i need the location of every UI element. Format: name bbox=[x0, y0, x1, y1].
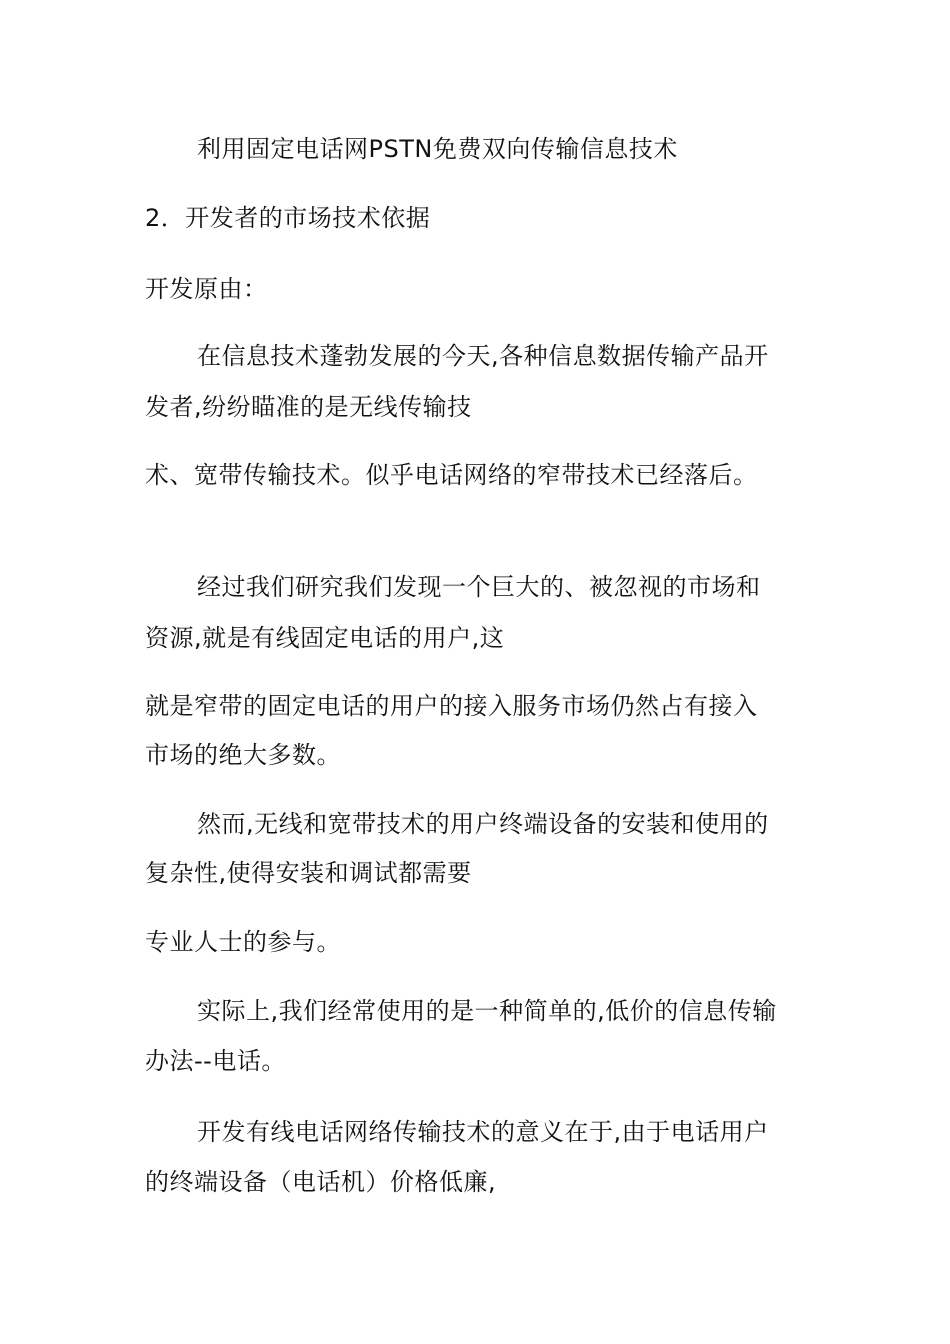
paragraph-5-line-2: 复杂性,使得安装和调试都需要 bbox=[145, 859, 472, 887]
paragraph-8-line-1: 开发有线电话网络传输技术的意义在于,由于电话用户 bbox=[197, 1118, 769, 1146]
document-title: 利用固定电话网PSTN免费双向传输信息技术 bbox=[197, 135, 678, 163]
paragraph-6-line-1: 专业人士的参与。 bbox=[145, 928, 341, 956]
paragraph-2-line-1: 术、宽带传输技术。似乎电话网络的窄带技术已经落后。 bbox=[145, 461, 758, 489]
section-heading: 2．开发者的市场技术依据 bbox=[145, 204, 431, 232]
paragraph-3-line-1: 经过我们研究我们发现一个巨大的、被忽视的市场和 bbox=[197, 573, 761, 601]
paragraph-7-line-2: 办法--电话。 bbox=[145, 1047, 286, 1075]
paragraph-4-line-2: 市场的绝大多数。 bbox=[145, 741, 341, 769]
section-label: 开发原由： bbox=[145, 275, 268, 303]
paragraph-5-line-1: 然而,无线和宽带技术的用户终端设备的安装和使用的 bbox=[197, 810, 769, 838]
paragraph-1-line-1: 在信息技术蓬勃发展的今天,各种信息数据传输产品开 bbox=[197, 342, 769, 370]
paragraph-3-line-2: 资源,就是有线固定电话的用户,这 bbox=[145, 624, 505, 652]
paragraph-4-line-1: 就是窄带的固定电话的用户的接入服务市场仍然占有接入 bbox=[145, 692, 758, 720]
paragraph-8-line-2: 的终端设备（电话机）价格低廉, bbox=[145, 1168, 497, 1196]
paragraph-7-line-1: 实际上,我们经常使用的是一种简单的,低价的信息传输 bbox=[197, 997, 777, 1025]
paragraph-1-line-2: 发者,纷纷瞄准的是无线传输技 bbox=[145, 393, 472, 421]
